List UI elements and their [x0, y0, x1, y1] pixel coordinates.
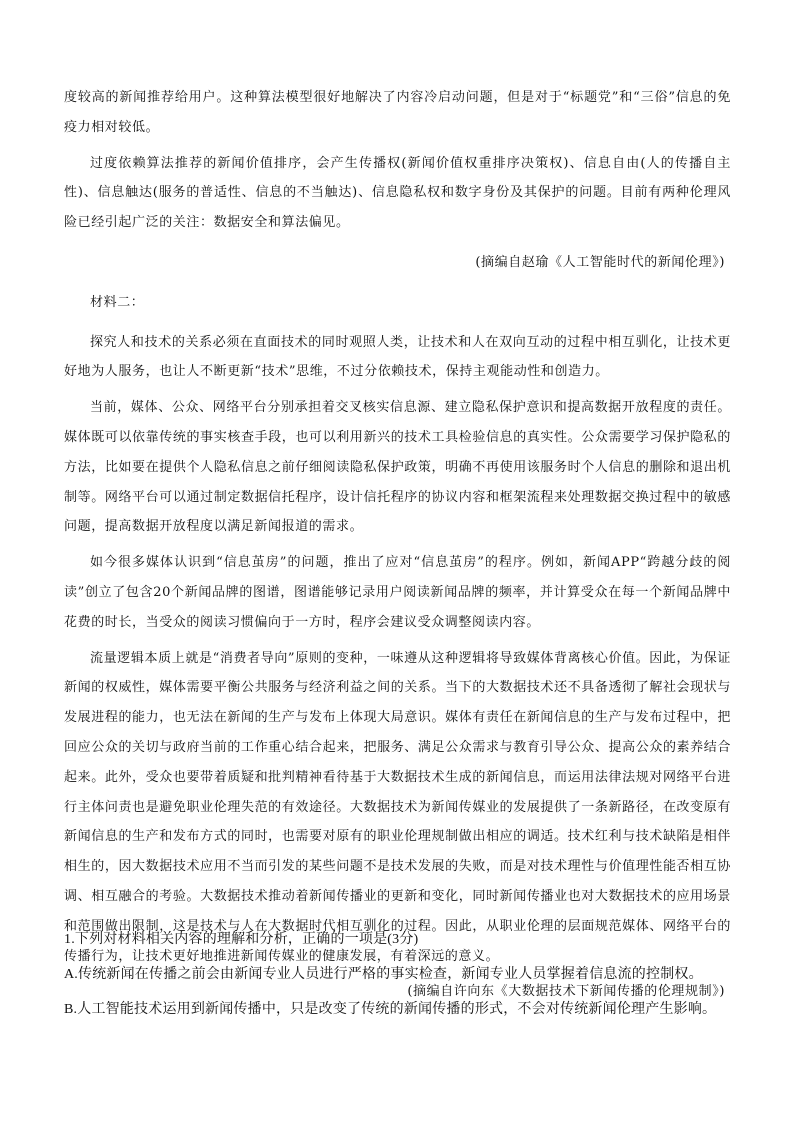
material-two-paragraph: 当前，媒体、公众、网络平台分别承担着交叉核实信息源、建立隐私保护意识和提高数据开放程度的责任。媒体既可以依靠传统的事实核查手段，也可以利用新兴的技术工具检验信息的真实性。公众需要学习保护隐私的方法，比如要在提供个人隐私信息之前仔细阅读隐私保护政策，明确不再使用该服务时个人信息的删除和退出机制等。网络平台可以通过制定数据信托程序，设计信托程序的协议内容和框架流程来处理数据交换过程中的敏感问题，提高数据开放程度以满足新闻报道的需求。 [64, 400, 731, 535]
material-two-label: 材料二： [90, 294, 145, 310]
material-one-ethics-paragraph: 过度依赖算法推荐的新闻价值排序，会产生传播权(新闻价值权重排序决策权)、信息自由(人的传播自主性)、信息触达(服务的普适性、信息的不当触达)、信息隐私权和数字身份及其保护的问题。目前有两种伦理风险已经引起广泛的关注：数据安全和算法偏见。 [64, 155, 731, 231]
question-1-option-b: B.人工智能技术运用到新闻传播中，只是改变了传统的新闻传播的形式，不会对传统新闻伦理产生影响。 [64, 1002, 717, 1017]
reading-passage [64, 83, 731, 1007]
material-one-tail-paragraph: 度较高的新闻推荐给用户。这种算法模型很好地解决了内容冷启动问题，但是对于“标题党”和“三俗”信息的免疫力相对较低。 [64, 90, 731, 135]
material-two-paragraph: 探究人和技术的关系必须在直面技术的同时观照人类，让技术和人在双向互动的过程中相互驯化，让技术更好地为人服务，也让人不断更新“技术”思维，不过分依赖技术，保持主观能动性和创造力。 [64, 334, 731, 380]
question-block [64, 930, 744, 1035]
material-two-source: (摘编自许向东《大数据技术下新闻传播的伦理规制》) [407, 984, 725, 1000]
material-two-paragraph: 流量逻辑本质上就是“消费者导向”原则的变种，一味遵从这种逻辑将导致媒体背离核心价值。因此，为保证新闻的权威性，媒体需要平衡公共服务与经济利益之间的关系。当下的大数据技术还不具备透彻了解社会现状与发展进程的能力，也无法在新闻的生产与发布上体现大局意识。媒体有责任在新闻信息的生产与发布过程中，把回应公众的关切与政府当前的工作重心结合起来，把服务、满足公众需求与教育引导公众、提高公众的素养结合起来。此外，受众也要带着质疑和批判精神看待基于大数据技术生成的新闻信息，而运用法律法规对网络平台进行主体问责也是避免职业伦理失范的有效途径。大数据技术为新闻传媒业的发展提供了一条新路径，在改变原有新闻信息的生产和发布方式的同时，也需要对原有的职业伦理规制做出相应的调适。技术红利与技术缺陷是相伴相生的，因大数据技术应用不当而引发的某些问题不是技术发展的失败，而是对技术理性与价值理性能否相互协调、相互融合的考验。大数据技术推动着新闻传播业的更新和变化，同时新闻传播业也对大数据技术的应用场景和范围做出限制，这是技术与人在大数据时代相互驯化的过程。因此，从职业伦理的层面规范媒体、网络平台的传播行为，让技术更好地推进新闻传媒业的健康发展，有着深远的意义。 [64, 650, 731, 964]
question-1-option-a: A.传统新闻在传播之前会由新闻专业人员进行严格的事实检查，新闻专业人员掌握着信息流的控制权。 [64, 967, 703, 982]
material-one-source: (摘编自赵瑜《人工智能时代的新闻伦理》) [475, 254, 725, 270]
material-two-paragraph: 如今很多媒体认识到“信息茧房”的问题，推出了应对“信息茧房”的程序。例如，新闻APP“跨越分歧的阅读”创立了包含20个新闻品牌的图谱，图谱能够记录用户阅读新闻品牌的频率，并计算受众在每一个新闻品牌中花费的时长，当受众的阅读习惯偏向于一方时，程序会建议受众调整阅读内容。 [64, 555, 731, 630]
question-1-stem: 1.下列对材料相关内容的理解和分析，正确的一项是(3分) [64, 932, 419, 947]
